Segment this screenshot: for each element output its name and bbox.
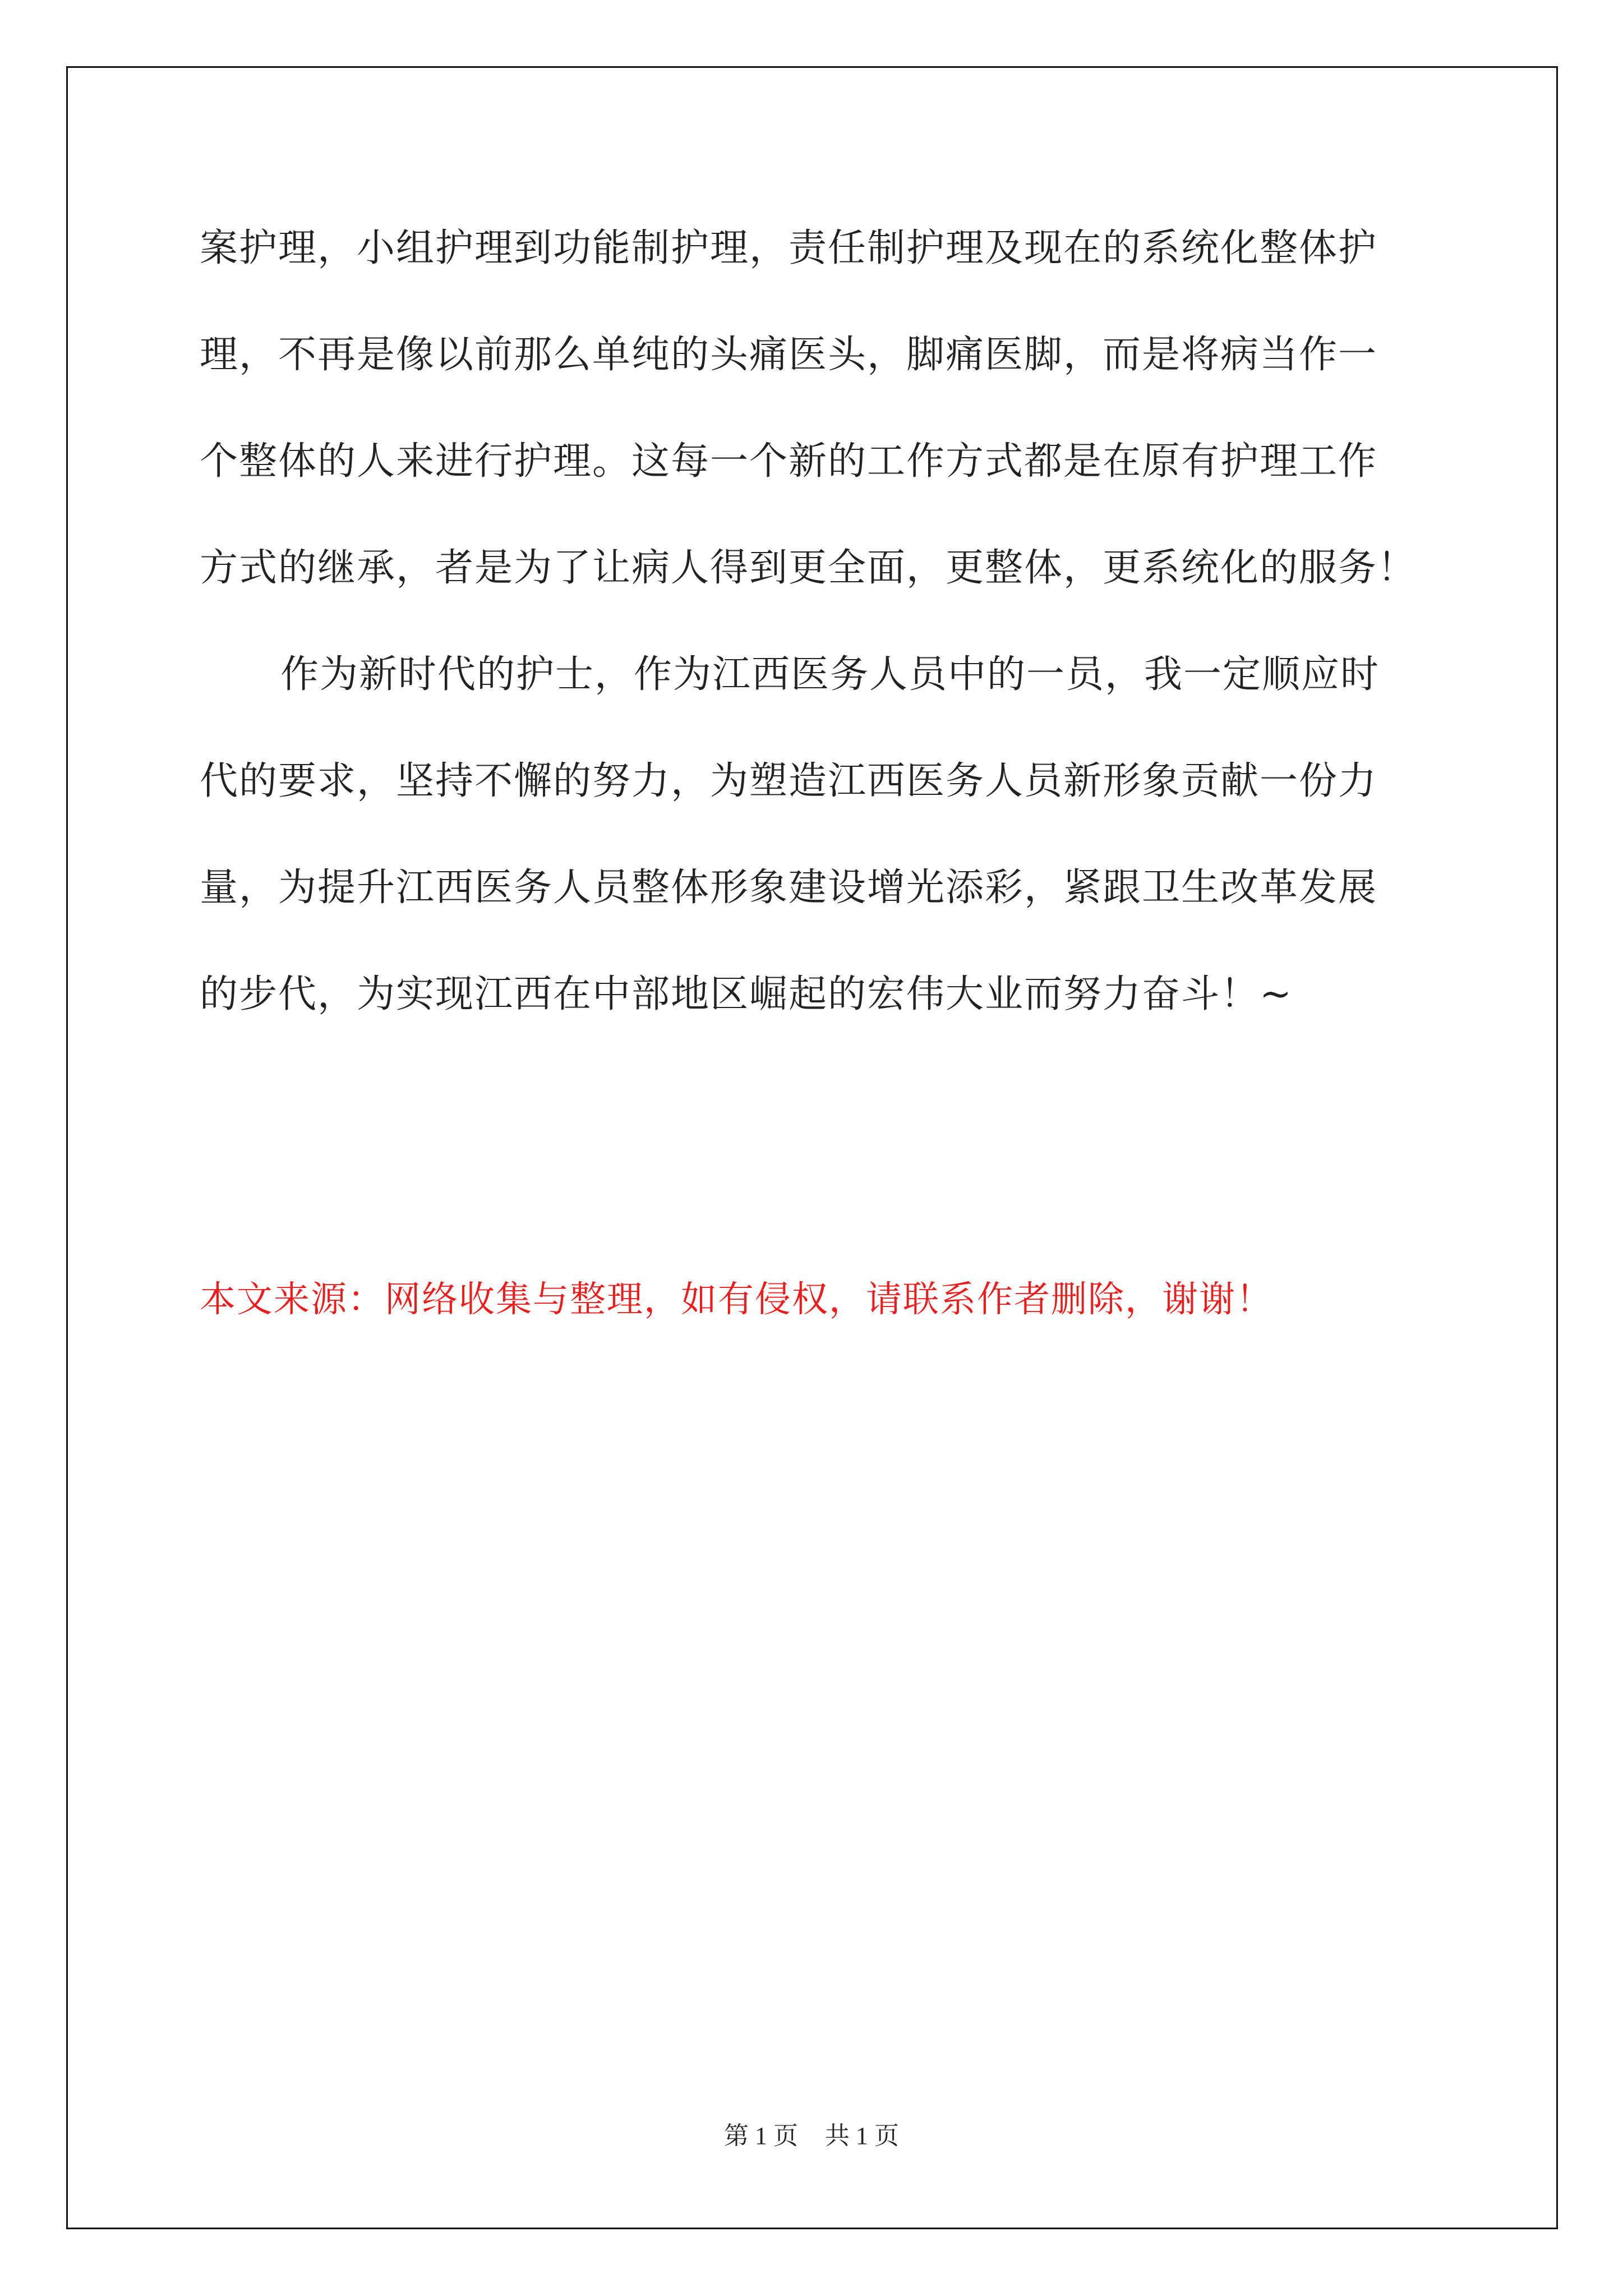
- paragraph-2-line-4: 的步代，为实现江西在中部地区崛起的宏伟大业而努力奋斗！~: [200, 972, 1293, 1016]
- paragraph-2-line-3: 量，为提升江西医务人员整体形象建设增光添彩，紧跟卫生改革发展: [200, 866, 1378, 910]
- paragraph-1-line-2: 理，不再是像以前那么单纯的头痛医头，脚痛医脚，而是将病当作一: [200, 333, 1378, 377]
- page-number-current: 第 1 页: [724, 2122, 798, 2150]
- paragraph-2-line-2: 代的要求，坚持不懈的努力，为塑造江西医务人员新形象贡献一份力: [200, 759, 1378, 803]
- paragraph-1-line-3: 个整体的人来进行护理。这每一个新的工作方式都是在原有护理工作: [200, 439, 1378, 484]
- page-border: [66, 66, 1558, 2229]
- paragraph-1-line-1: 案护理，小组护理到功能制护理，责任制护理及现在的系统化整体护: [200, 226, 1378, 270]
- page-number-total: 共 1 页: [825, 2122, 899, 2150]
- paragraph-1-line-4: 方式的继承，者是为了让病人得到更全面，更整体，更系统化的服务！: [200, 546, 1417, 590]
- paragraph-2-line-1: 作为新时代的护士，作为江西医务人员中的一员，我一定顺应时: [280, 652, 1380, 697]
- source-note: 本文来源：网络收集与整理，如有侵权，请联系作者删除，谢谢！: [200, 1279, 1273, 1320]
- page-footer: [0, 2119, 1623, 2153]
